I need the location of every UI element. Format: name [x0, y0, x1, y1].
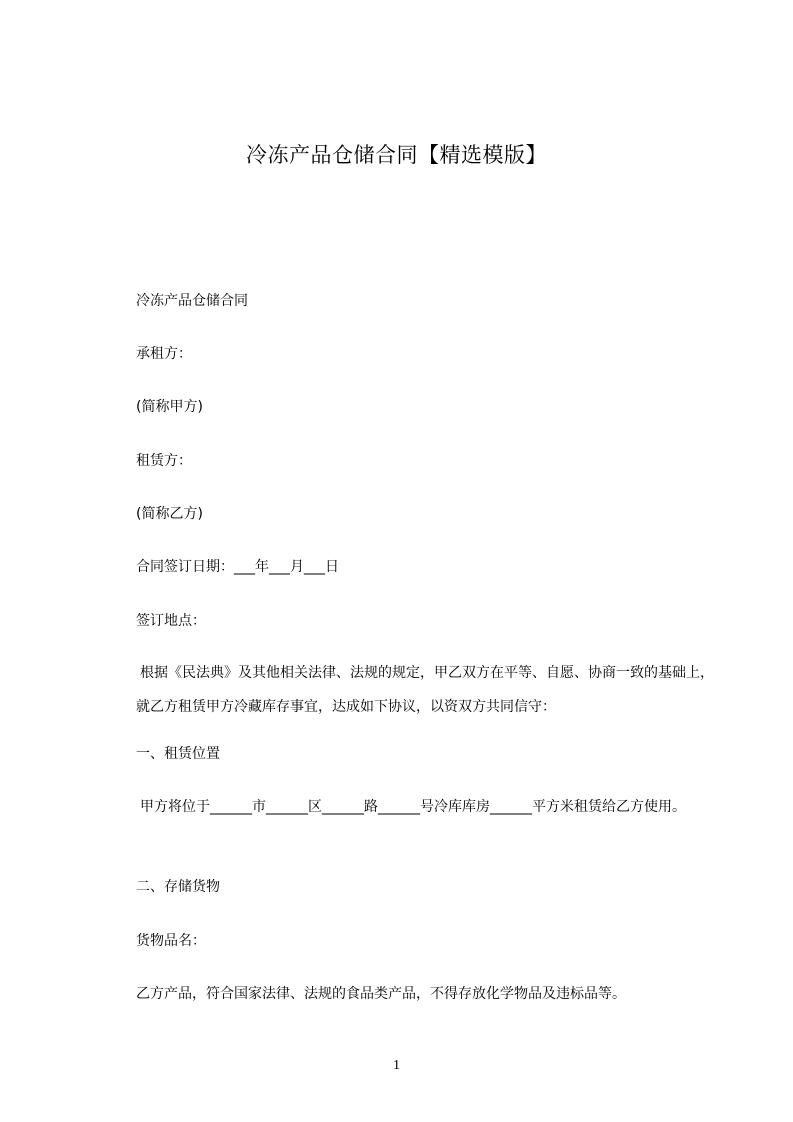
preamble-paragraph: 根据《民法典》及其他相关法律、法规的规定，甲乙双方在平等、自愿、协商一致的基础上，就乙方租赁甲方冷藏库存事宜，达成如下协议，以资双方共同信守：	[136, 665, 714, 715]
lessor-short-name: (简称甲方)	[136, 399, 203, 415]
goods-name-label: 货物品名：	[136, 933, 206, 949]
page-number: 1	[393, 1058, 400, 1073]
sign-place: 签订地点：	[136, 613, 206, 629]
section-1-body: 甲方将位于______市______区______路______号冷库库房______平方米租赁给乙方使用。	[140, 799, 686, 815]
sign-date: 合同签订日期：___年___月___日	[136, 559, 339, 575]
lessee-short-name: (简称乙方)	[136, 506, 203, 522]
document-title: 冷冻产品仓储合同【精选模版】	[246, 143, 547, 167]
section-1-heading: 一、租赁位置	[136, 746, 220, 762]
section-2-heading: 二、存储货物	[136, 879, 220, 895]
lessee-label: 租赁方：	[136, 453, 192, 469]
lessor-label: 承租方：	[136, 346, 192, 362]
contract-subtitle: 冷冻产品仓储合同	[136, 293, 248, 309]
goods-description: 乙方产品，符合国家法律、法规的食品类产品，不得存放化学物品及违标品等。	[136, 986, 626, 1002]
